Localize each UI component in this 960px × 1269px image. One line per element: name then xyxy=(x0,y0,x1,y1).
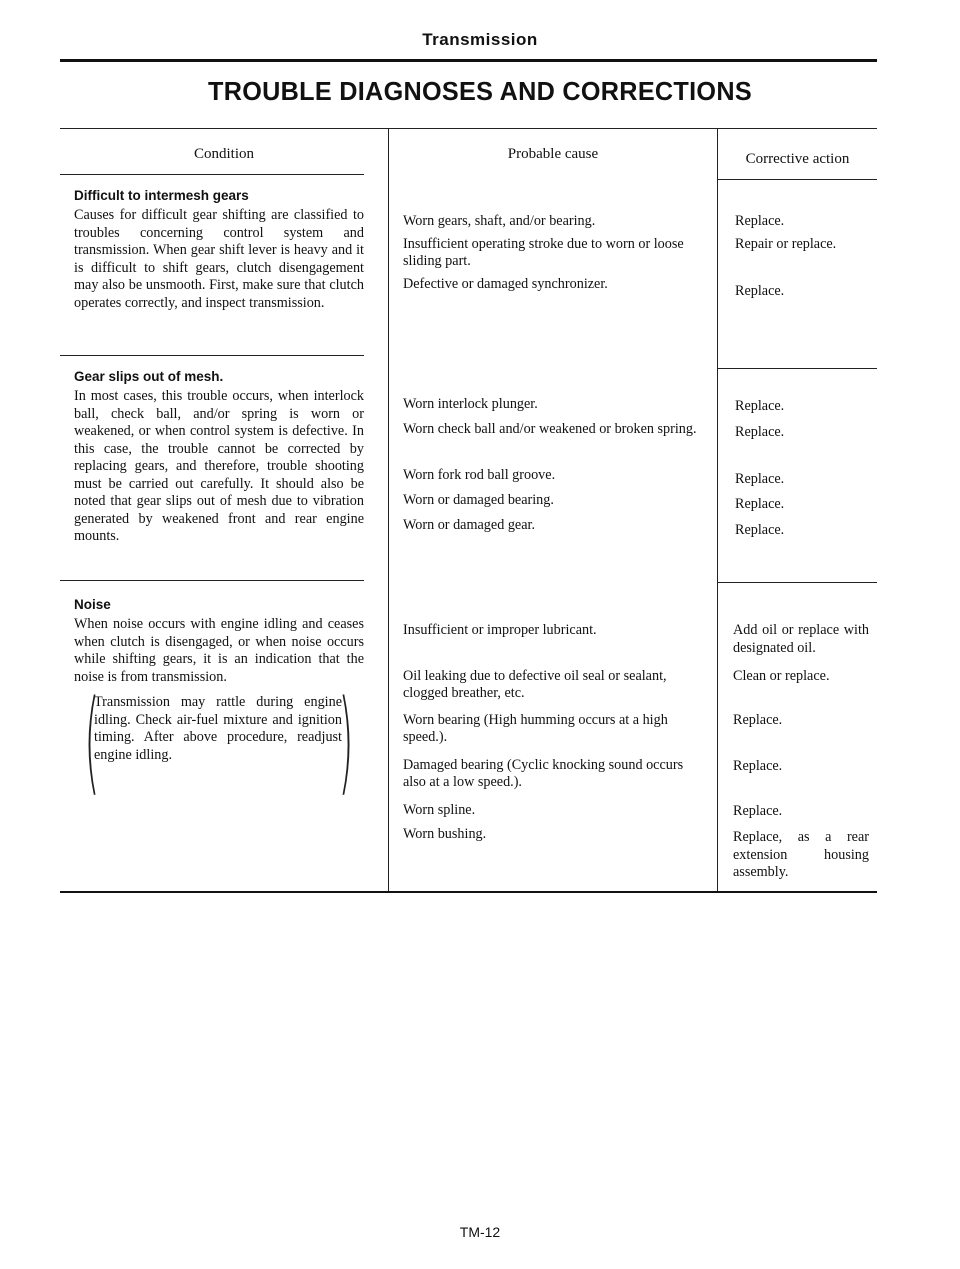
condition-title: Gear slips out of mesh. xyxy=(74,369,224,384)
header-rule xyxy=(60,59,877,62)
action-item: Repair or replace. xyxy=(735,236,837,252)
cause-list xyxy=(403,213,703,299)
table-top-rule xyxy=(60,128,877,129)
table-row xyxy=(74,596,364,807)
cause-item: Worn bearing (High humming occurs at a high speed.). xyxy=(403,712,668,745)
cause-item: Worn or damaged gear. xyxy=(403,517,536,533)
page-number: TM-12 xyxy=(459,1224,501,1240)
right-brace-icon: ) xyxy=(338,677,354,807)
note-box xyxy=(74,677,364,807)
header-rule-action xyxy=(718,179,877,180)
cause-item: Insufficient operating stroke due to worn or loose sliding part. xyxy=(403,236,684,269)
note-text: Transmission may rattle during engine idling. Check air-fuel mixture and ignition timing. After above procedure, readjust engine idling. xyxy=(94,694,342,763)
condition-title: Noise xyxy=(74,597,111,612)
action-item: Replace. xyxy=(735,424,785,440)
condition-description: Causes for difficult gear shifting are classified to troubles concerning control system and transmission. When gear shift lever is heavy and it is difficult to shift gears, clutch disengagement may also be unsmooth. First, make sure that clutch operates correctly, and inspect transmission. xyxy=(74,207,364,311)
table-bottom-rule xyxy=(60,891,877,893)
section-title: Transmission xyxy=(422,30,538,49)
column-divider-1 xyxy=(388,129,389,892)
column-header-action: Corrective action xyxy=(745,151,850,167)
action-item: Replace. xyxy=(733,712,783,728)
cause-item: Worn check ball and/or weakened or broken spring. xyxy=(403,421,697,437)
condition-title: Difficult to intermesh gears xyxy=(74,188,249,203)
table-row xyxy=(74,368,364,546)
row-rule xyxy=(718,368,877,369)
action-item: Add oil or replace with designated oil. xyxy=(733,622,869,656)
action-item: Replace. xyxy=(733,803,783,819)
action-item: Replace. xyxy=(735,522,785,538)
left-brace-icon: ( xyxy=(84,677,100,807)
row-rule xyxy=(60,355,364,356)
action-item: Replace, as a rear extension housing assembly. xyxy=(733,829,869,880)
cause-item: Worn or damaged bearing. xyxy=(403,492,554,508)
header-rule-condition xyxy=(60,174,364,175)
action-item: Replace. xyxy=(735,496,785,512)
cause-item: Defective or damaged synchronizer. xyxy=(403,276,608,292)
cause-item: Worn fork rod ball groove. xyxy=(403,467,556,483)
cause-item: Worn bushing. xyxy=(403,826,487,842)
cause-item: Worn spline. xyxy=(403,802,476,818)
cause-item: Oil leaking due to defective oil seal or sealant, clogged breather, etc. xyxy=(403,668,667,701)
action-item: Clean or replace. xyxy=(733,668,830,684)
action-item: Replace. xyxy=(735,283,785,299)
cause-item: Insufficient or improper lubricant. xyxy=(403,622,597,638)
cause-item: Worn gears, shaft, and/or bearing. xyxy=(403,213,596,229)
action-item: Replace. xyxy=(735,213,785,229)
cause-item: Damaged bearing (Cyclic knocking sound occurs also at a low speed.). xyxy=(403,757,684,790)
row-rule xyxy=(718,582,877,583)
cause-item: Worn interlock plunger. xyxy=(403,396,538,412)
row-rule xyxy=(60,580,364,581)
table-row xyxy=(74,187,364,312)
column-header-cause: Probable cause xyxy=(507,146,599,162)
action-item: Replace. xyxy=(733,758,783,774)
condition-description: In most cases, this trouble occurs, when interlock ball, check ball, and/or spring is worn or weakened, or when control system is defective. In this case, the trouble cannot be corrected by replacing gears, and therefore, trouble shooting must be carried out carefully. It should also be noted that gear slips out of mesh due to vibration generated by weakened front and rear engine mounts. xyxy=(74,388,364,544)
column-header-condition: Condition xyxy=(193,146,254,162)
condition-description: When noise occurs with engine idling and ceases when clutch is disengaged, or when noise occurs while shifting gears, it is an indication that the noise is from transmission. xyxy=(74,616,364,685)
page-title: TROUBLE DIAGNOSES AND CORRECTIONS xyxy=(208,76,752,106)
action-item: Replace. xyxy=(735,398,785,414)
column-divider-2 xyxy=(717,129,718,892)
action-item: Replace. xyxy=(735,471,785,487)
